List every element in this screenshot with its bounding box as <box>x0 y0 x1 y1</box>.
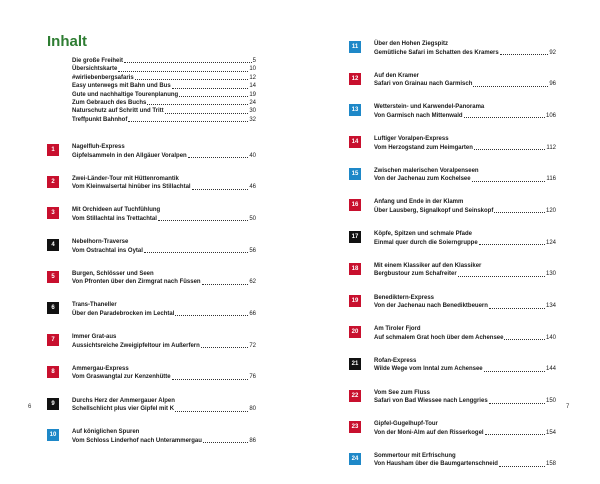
dot-leader <box>473 86 548 87</box>
tour-entry[interactable] <box>349 294 556 319</box>
tour-subtitle-row <box>374 397 556 406</box>
tour-entry[interactable] <box>349 325 556 350</box>
tour-subtitle-row <box>374 270 556 279</box>
tour-title: Sommertour mit Erfrischung <box>374 452 456 459</box>
tour-title: Zwischen malerischen Voralpenseen <box>374 167 479 174</box>
tour-subtitle: Vom Ostrachtal ins Oytal <box>72 247 143 254</box>
tour-subtitle: Schellschlicht plus vier Gipfel mit K <box>72 406 175 412</box>
tour-title: Nagelfluh-Express <box>72 144 125 150</box>
tour-number-badge: 22 <box>349 390 361 402</box>
tour-page: 116 <box>546 176 556 183</box>
tour-subtitle-row <box>72 152 256 161</box>
tour-entry[interactable] <box>47 143 256 168</box>
page-number-right: 7 <box>566 404 570 410</box>
tour-page: 86 <box>249 437 256 444</box>
tour-subtitle: Vom Stillachtal ins Trettachtal <box>72 215 157 222</box>
toc-entry[interactable] <box>72 91 256 99</box>
tour-subtitle: Vom Schloss Linderhof nach Unterammergau <box>72 437 202 444</box>
tour-text <box>374 325 556 342</box>
tour-title: Über den Hohen Ziegspitz <box>374 41 449 47</box>
tour-title: Benediktern-Express <box>374 294 435 301</box>
left-page <box>0 0 300 444</box>
toc-entry-page: 30 <box>249 108 256 115</box>
tour-entry[interactable] <box>349 357 556 382</box>
tour-text <box>374 72 556 89</box>
tour-subtitle-row <box>374 144 556 153</box>
tour-entry[interactable] <box>47 365 256 390</box>
tour-subtitle: Über Lausberg, Signalkopf und Seinskopf <box>374 207 494 214</box>
toc-entry-label: Easy unterwegs mit Bahn und Bus <box>72 83 171 90</box>
tour-page: 62 <box>249 279 256 286</box>
tour-page: 72 <box>249 342 256 349</box>
tour-subtitle: Von Pfronten über den Zirmgrat nach Füssen <box>72 279 201 286</box>
tour-number-badge: 15 <box>349 168 361 180</box>
tour-title: Gipfel-Gugelhupf-Tour <box>374 421 438 428</box>
tour-subtitle-row <box>374 460 556 469</box>
tour-subtitle: Von der Moni-Alm auf den Risserkogel <box>374 429 484 436</box>
tour-text <box>72 143 256 160</box>
tour-title: Durchs Herz der Ammergauer Alpen <box>72 397 175 404</box>
tour-subtitle: Über den Paradebrocken im Lechtal <box>72 310 175 317</box>
tour-title: Auf königlichen Spuren <box>72 429 140 436</box>
tour-number-badge: 1 <box>47 144 59 156</box>
dot-leader <box>124 62 252 63</box>
toc-entry-label: Treffpunkt Bahnhof <box>72 116 128 123</box>
tour-page: 112 <box>546 144 556 151</box>
toc-entry-page: 5 <box>252 57 256 64</box>
tour-subtitle-row <box>72 310 256 319</box>
tour-list-left <box>47 143 256 460</box>
toc-entry-page: 14 <box>249 83 256 90</box>
tour-title: Ammergau-Express <box>72 365 129 372</box>
dot-leader <box>165 113 249 114</box>
tour-text <box>374 198 556 215</box>
tour-text <box>374 230 556 247</box>
tour-title: Auf den Kramer <box>374 72 420 79</box>
tour-subtitle: Von der Jachenau nach Benediktbeuern <box>374 303 488 309</box>
right-page <box>300 0 600 468</box>
tour-subtitle: Bergbustour zum Schafreiter <box>374 271 457 278</box>
toc-entry[interactable] <box>72 74 256 82</box>
tour-subtitle: Gipfelsammeln in den Allgäuer Voralpen <box>72 152 187 159</box>
tour-entry[interactable] <box>47 206 256 231</box>
tour-subtitle-row <box>72 247 256 256</box>
tour-title: Mit einem Klassiker auf den Klassiker <box>374 262 482 269</box>
tour-subtitle: Aussichtsreiche Zweigipfeltour im Außerfern <box>72 342 200 349</box>
tour-number-badge: 12 <box>349 73 361 85</box>
tour-subtitle: Von Garmisch nach Mittenwald <box>374 112 463 119</box>
tour-entry[interactable] <box>349 167 556 192</box>
dot-leader <box>179 96 248 97</box>
page-title: Inhalt <box>47 33 87 50</box>
toc-entry[interactable] <box>72 57 256 65</box>
tour-text <box>374 262 556 279</box>
tour-number-badge: 5 <box>47 271 59 283</box>
tour-title: Nebelhorn-Traverse <box>72 239 129 246</box>
tour-subtitle-row <box>374 365 556 374</box>
tour-subtitle: Vom Kleinwalsertal hinüber ins Stillachtal <box>72 184 191 191</box>
page-number-left: 6 <box>28 404 32 410</box>
dot-leader <box>147 104 248 105</box>
dot-leader <box>499 466 545 467</box>
tour-entry[interactable] <box>47 333 256 358</box>
tour-entry[interactable] <box>47 175 256 200</box>
dot-leader <box>202 284 249 285</box>
tour-title: Burgen, Schlösser und Seen <box>72 270 154 277</box>
tour-page: 124 <box>545 239 556 246</box>
tour-text <box>374 294 556 311</box>
tour-subtitle-row <box>374 80 556 89</box>
tour-page: 76 <box>249 374 256 381</box>
dot-leader <box>188 157 249 158</box>
tour-number-badge: 13 <box>349 104 361 116</box>
tour-text <box>72 238 256 255</box>
tour-subtitle: Von Hausham über die Baumgartenschneid <box>374 461 498 468</box>
tour-subtitle: Auf schmalem Grat hoch über dem Achensee <box>374 334 504 341</box>
tour-page: 66 <box>249 310 256 317</box>
dot-leader <box>472 181 546 182</box>
toc-entry-page: 24 <box>249 99 256 106</box>
dot-leader <box>500 54 549 55</box>
toc-entry[interactable] <box>72 99 256 107</box>
dot-leader <box>203 442 248 443</box>
tour-page: 80 <box>249 406 256 412</box>
tour-title: Zwei-Länder-Tour mit Hüttenromantik <box>72 175 179 182</box>
tour-page: 46 <box>249 184 256 191</box>
tour-entry[interactable] <box>47 428 256 453</box>
tour-entry[interactable] <box>47 238 256 263</box>
dot-leader <box>172 379 249 380</box>
tour-number-badge: 21 <box>349 358 361 370</box>
tour-entry[interactable] <box>349 135 556 160</box>
tour-page: 106 <box>545 112 556 119</box>
tour-page: 56 <box>249 247 256 254</box>
tour-number-badge: 17 <box>349 231 361 243</box>
dot-leader <box>504 339 545 340</box>
tour-number-badge: 2 <box>47 176 59 188</box>
tour-list-right <box>349 40 556 484</box>
tour-entry[interactable] <box>47 270 256 295</box>
dot-leader <box>175 411 248 412</box>
tour-subtitle-row <box>374 334 556 343</box>
tour-number-badge: 11 <box>349 41 361 53</box>
tour-subtitle: Gemütliche Safari im Schatten des Kramers <box>374 49 499 56</box>
tour-subtitle-row <box>374 207 556 216</box>
tour-text <box>374 135 556 152</box>
tour-number-badge: 4 <box>47 239 59 251</box>
toc-entry-label: Zum Gebrauch des Buchs <box>72 99 147 106</box>
tour-number-badge: 3 <box>47 207 59 219</box>
dot-leader <box>474 149 546 150</box>
tour-subtitle-row <box>374 302 556 311</box>
toc-entry-label: Gute und nachhaltige Tourenplanung <box>72 91 179 98</box>
tour-entry[interactable] <box>349 198 556 223</box>
toc-entry-label: Die große Freiheit <box>72 57 124 64</box>
tour-entry[interactable] <box>349 420 556 445</box>
tour-entry[interactable] <box>349 103 556 128</box>
tour-subtitle-row <box>72 215 256 224</box>
dot-leader <box>494 212 545 213</box>
tour-page: 154 <box>545 429 556 436</box>
toc-entry-label: Naturschutz auf Schritt und Tritt <box>72 108 164 115</box>
tour-page: 92 <box>549 49 556 56</box>
tour-number-badge: 24 <box>349 453 361 465</box>
dot-leader <box>158 220 248 221</box>
tour-subtitle-row <box>374 49 556 58</box>
dot-leader <box>201 347 249 348</box>
tour-text <box>72 206 256 223</box>
dot-leader <box>135 79 249 80</box>
tour-page: 120 <box>545 207 556 214</box>
dot-leader <box>464 117 545 118</box>
tour-entry[interactable] <box>349 389 556 414</box>
tour-title: Luftiger Voralpen-Express <box>374 136 449 143</box>
toc-entry-page: 32 <box>249 116 256 123</box>
tour-page: 144 <box>545 366 556 373</box>
tour-page: 130 <box>545 271 556 278</box>
tour-entry[interactable] <box>47 397 256 422</box>
dot-leader <box>128 121 248 122</box>
tour-text <box>374 103 556 120</box>
tour-title: Vom See zum Fluss <box>374 389 430 396</box>
tour-subtitle: Safari von Grainau nach Garmisch <box>374 81 473 88</box>
tour-subtitle: Vom Graswangtal zur Kenzenhütte <box>72 374 171 381</box>
tour-page: 150 <box>545 398 556 405</box>
tour-title: Rofan-Express <box>374 357 417 364</box>
tour-title: Wetterstein- und Karwendel-Panorama <box>374 104 485 111</box>
tour-text <box>72 301 256 318</box>
dot-leader <box>479 244 545 245</box>
tour-number-badge: 20 <box>349 326 361 338</box>
tour-title: Mit Orchideen auf Tuchfühlung <box>72 207 161 214</box>
tour-number-badge: 7 <box>47 334 59 346</box>
tour-page: 40 <box>249 152 256 159</box>
tour-subtitle-row <box>72 183 256 192</box>
toc-entry-page: 10 <box>249 66 256 73</box>
tour-subtitle-row <box>72 373 256 382</box>
tour-subtitle-row <box>72 437 256 446</box>
tour-text <box>374 167 556 184</box>
tour-text <box>72 428 256 445</box>
tour-subtitle-row <box>72 278 256 287</box>
tour-page: 134 <box>545 303 556 309</box>
dot-leader <box>144 252 248 253</box>
intro-list <box>72 57 256 124</box>
tour-text <box>72 333 256 350</box>
toc-entry-label: #wirliebenbergsafaris <box>72 74 134 81</box>
toc-entry[interactable] <box>72 107 256 115</box>
toc-entry-label: Übersichtskarte <box>72 66 118 73</box>
tour-number-badge: 10 <box>47 429 59 441</box>
toc-entry-page: 12 <box>249 74 256 81</box>
tour-subtitle-row <box>374 112 556 121</box>
tour-page: 158 <box>545 461 556 468</box>
toc-entry-page: 19 <box>249 91 256 98</box>
tour-text <box>72 365 256 382</box>
tour-subtitle-row <box>72 405 256 414</box>
tour-subtitle-row <box>374 239 556 248</box>
tour-title: Immer Grat-aus <box>72 334 117 341</box>
dot-leader <box>489 308 545 309</box>
tour-subtitle-row <box>374 175 556 184</box>
toc-entry[interactable] <box>72 116 256 124</box>
tour-subtitle: Safari von Bad Wiessee nach Lenggries <box>374 398 488 405</box>
tour-text <box>72 175 256 192</box>
tour-text <box>374 452 556 469</box>
dot-leader <box>172 88 249 89</box>
dot-leader <box>458 276 545 277</box>
tour-page: 96 <box>549 81 556 88</box>
tour-title: Anfang und Ende in der Klamm <box>374 199 464 206</box>
dot-leader <box>485 434 545 435</box>
toc-entry[interactable] <box>72 82 256 90</box>
tour-page: 140 <box>545 334 556 341</box>
tour-entry[interactable] <box>47 301 256 326</box>
toc-entry[interactable] <box>72 65 256 73</box>
tour-subtitle: Von der Jachenau zum Kochelsee <box>374 176 471 183</box>
tour-subtitle: Wilde Wege vom Inntal zum Achensee <box>374 366 483 373</box>
dot-leader <box>489 403 545 404</box>
tour-title: Trans-Thaneller <box>72 302 117 309</box>
tour-number-badge: 18 <box>349 263 361 275</box>
tour-number-badge: 16 <box>349 199 361 211</box>
tour-number-badge: 23 <box>349 421 361 433</box>
tour-text <box>374 389 556 406</box>
tour-text <box>374 357 556 374</box>
tour-subtitle-row <box>374 429 556 438</box>
tour-page: 50 <box>249 215 256 222</box>
tour-subtitle-row <box>72 342 256 351</box>
dot-leader <box>118 71 248 72</box>
tour-entry[interactable] <box>349 230 556 255</box>
tour-text <box>72 270 256 287</box>
tour-title: Am Tiroler Fjord <box>374 326 421 333</box>
dot-leader <box>175 315 248 316</box>
tour-number-badge: 8 <box>47 366 59 378</box>
tour-text <box>72 397 256 414</box>
tour-number-badge: 9 <box>47 398 59 410</box>
tour-entry[interactable] <box>349 72 556 97</box>
tour-number-badge: 14 <box>349 136 361 148</box>
tour-entry[interactable] <box>349 262 556 287</box>
tour-subtitle: Vom Herzogstand zum Heimgarten <box>374 144 473 151</box>
tour-entry[interactable] <box>349 452 556 477</box>
tour-text <box>374 40 556 57</box>
tour-number-badge: 19 <box>349 295 361 307</box>
tour-entry[interactable] <box>349 40 556 65</box>
tour-number-badge: 6 <box>47 302 59 314</box>
tour-subtitle: Einmal quer durch die Soierngruppe <box>374 239 478 246</box>
dot-leader <box>484 371 545 372</box>
tour-title: Köpfe, Spitzen und schmale Pfade <box>374 231 473 238</box>
dot-leader <box>192 189 249 190</box>
